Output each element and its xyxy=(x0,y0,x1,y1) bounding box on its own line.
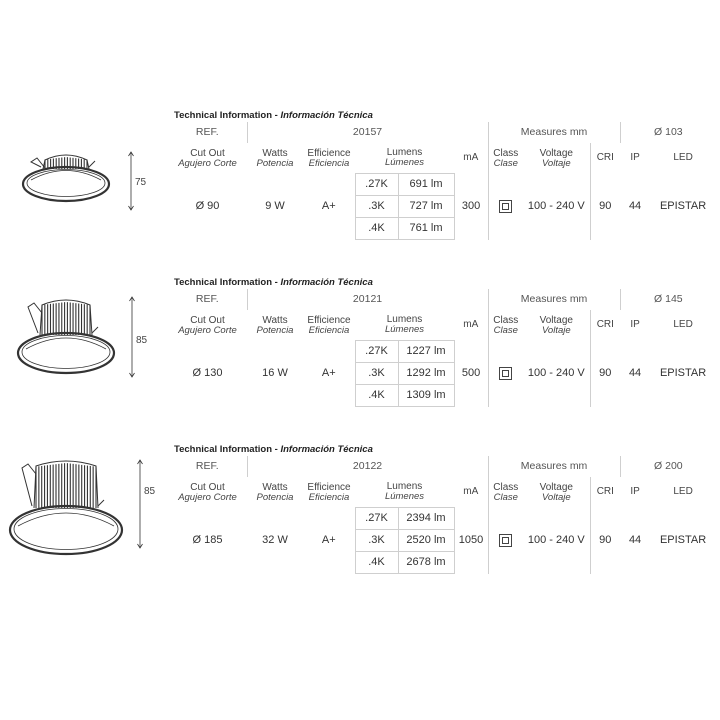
lumens-value: 727 lm xyxy=(398,196,454,218)
lumens-cct: .4K xyxy=(355,385,398,407)
lumens-cct: .27K xyxy=(355,508,398,530)
voltage-value: 100 - 240 V xyxy=(527,534,585,546)
col-cri: CRI xyxy=(590,143,620,174)
lumens-cct: .3K xyxy=(355,196,398,218)
cri-value: 90 xyxy=(590,508,620,574)
height-dimension-label: 85 xyxy=(136,335,148,346)
downlight-drawing xyxy=(10,444,156,574)
efficience-value: A+ xyxy=(321,367,336,379)
col-watts: Watts Potencia xyxy=(256,314,294,336)
lumens-value: 1227 lm xyxy=(398,341,454,363)
class-ii-icon xyxy=(499,534,512,547)
lumens-value: 1292 lm xyxy=(398,363,454,385)
col-lumens: Lumens Lúmenes xyxy=(384,147,425,169)
product-block xyxy=(0,110,720,260)
col-voltage: Voltage Voltaje xyxy=(539,481,573,503)
downlight-drawing xyxy=(10,277,150,407)
class-ii-icon xyxy=(499,367,512,380)
col-led: LED xyxy=(673,152,693,164)
led-value: EPISTAR xyxy=(659,200,707,212)
ref-value: 20121 xyxy=(247,289,488,310)
lumens-cct: .3K xyxy=(355,530,398,552)
ip-value: 44 xyxy=(628,200,642,212)
col-ip: IP xyxy=(630,486,640,498)
lumens-value: 1309 lm xyxy=(398,385,454,407)
col-class: Class Clase xyxy=(488,310,523,341)
col-voltage: Voltage Voltaje xyxy=(539,147,573,169)
lumens-cct: .4K xyxy=(355,552,398,574)
col-class: Class Clase xyxy=(488,477,523,508)
measure-value: Ø 145 xyxy=(620,289,716,310)
product-block xyxy=(0,444,720,594)
ref-value: 20157 xyxy=(247,122,488,143)
downlight-drawing xyxy=(10,110,150,240)
col-led: LED xyxy=(673,319,693,331)
section-heading: Technical Information - Información Técnica xyxy=(174,444,373,455)
ref-value: 20122 xyxy=(247,456,488,477)
measures-label: Measures mm xyxy=(488,456,620,477)
watts-value: 32 W xyxy=(262,534,288,546)
cutout-value: Ø 185 xyxy=(192,534,223,546)
col-efficience: Efficience Eficiencia xyxy=(307,147,351,169)
spec-table xyxy=(168,122,716,240)
measure-value: Ø 103 xyxy=(620,122,716,143)
col-efficience: Efficience Eficiencia xyxy=(307,481,351,503)
col-ma: mA xyxy=(463,319,479,331)
ip-value: 44 xyxy=(628,367,642,379)
measure-value: Ø 200 xyxy=(620,456,716,477)
col-class: Class Clase xyxy=(488,143,523,174)
section-heading: Technical Information - Información Técnica xyxy=(174,110,373,121)
col-lumens: Lumens Lúmenes xyxy=(384,481,425,503)
cri-value: 90 xyxy=(590,341,620,407)
class-symbol xyxy=(488,174,523,240)
ma-value: 1050 xyxy=(454,508,488,574)
voltage-value: 100 - 240 V xyxy=(527,367,585,379)
led-value: EPISTAR xyxy=(659,534,707,546)
height-dimension-label: 75 xyxy=(135,177,147,188)
spec-table xyxy=(168,456,716,574)
col-watts: Watts Potencia xyxy=(256,481,294,503)
col-ma: mA xyxy=(463,152,479,164)
col-lumens: Lumens Lúmenes xyxy=(384,314,425,336)
spec-table xyxy=(168,289,716,407)
watts-value: 16 W xyxy=(262,367,288,379)
ref-label: REF. xyxy=(195,460,219,473)
ref-label: REF. xyxy=(195,126,219,139)
lumens-cct: .3K xyxy=(355,363,398,385)
col-ip: IP xyxy=(630,152,640,164)
cri-value: 90 xyxy=(590,174,620,240)
section-heading: Technical Information - Información Técnica xyxy=(174,277,373,288)
measures-label: Measures mm xyxy=(488,289,620,310)
col-cri: CRI xyxy=(590,310,620,341)
watts-value: 9 W xyxy=(265,200,285,212)
col-cri: CRI xyxy=(590,477,620,508)
measures-label: Measures mm xyxy=(488,122,620,143)
height-dimension-label: 85 xyxy=(144,486,156,497)
lumens-value: 691 lm xyxy=(398,174,454,196)
lumens-cct: .4K xyxy=(355,218,398,240)
ip-value: 44 xyxy=(628,534,642,546)
col-cutout: Cut Out Agujero Corte xyxy=(178,481,237,503)
lumens-value: 2520 lm xyxy=(398,530,454,552)
led-value: EPISTAR xyxy=(659,367,707,379)
col-voltage: Voltage Voltaje xyxy=(539,314,573,336)
class-symbol xyxy=(488,508,523,574)
efficience-value: A+ xyxy=(321,534,336,546)
voltage-value: 100 - 240 V xyxy=(527,200,585,212)
col-ma: mA xyxy=(463,486,479,498)
lumens-value: 2678 lm xyxy=(398,552,454,574)
lumens-value: 2394 lm xyxy=(398,508,454,530)
class-ii-icon xyxy=(499,200,512,213)
ma-value: 300 xyxy=(454,174,488,240)
ma-value: 500 xyxy=(454,341,488,407)
ref-label: REF. xyxy=(195,293,219,306)
class-symbol xyxy=(488,341,523,407)
col-ip: IP xyxy=(630,319,640,331)
lumens-value: 761 lm xyxy=(398,218,454,240)
lumens-cct: .27K xyxy=(355,174,398,196)
col-led: LED xyxy=(673,486,693,498)
cutout-value: Ø 130 xyxy=(192,367,223,379)
lumens-cct: .27K xyxy=(355,341,398,363)
col-cutout: Cut Out Agujero Corte xyxy=(178,147,237,169)
col-efficience: Efficience Eficiencia xyxy=(307,314,351,336)
product-block xyxy=(0,277,720,427)
col-cutout: Cut Out Agujero Corte xyxy=(178,314,237,336)
efficience-value: A+ xyxy=(321,200,336,212)
col-watts: Watts Potencia xyxy=(256,147,294,169)
cutout-value: Ø 90 xyxy=(195,200,220,212)
